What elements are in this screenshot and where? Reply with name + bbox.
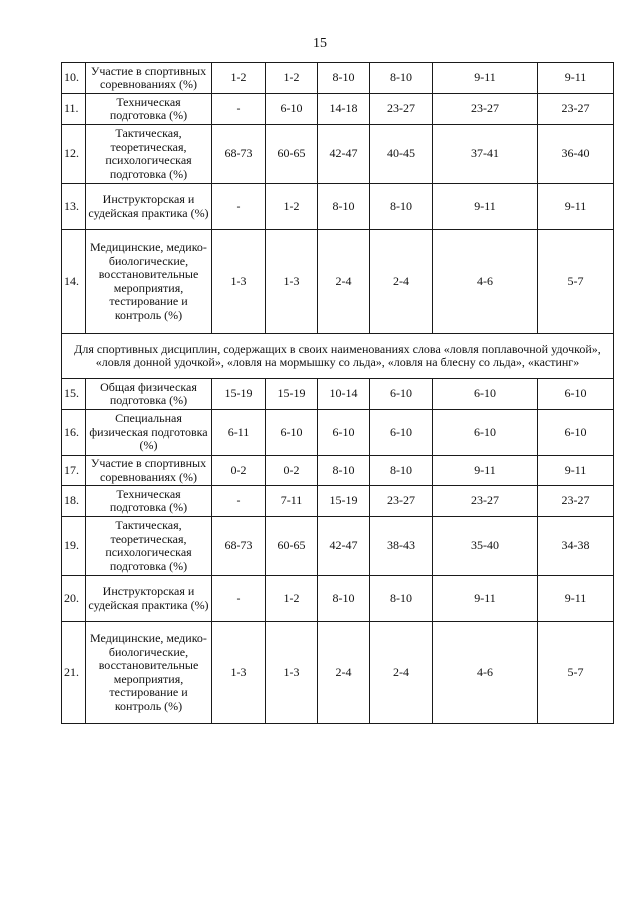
table-cell: 42-47: [318, 125, 370, 184]
row-label: Медицинские, медико-биологические, восстановительные мероприятия, тестирование и контроль (%): [86, 622, 212, 724]
row-number: 17.: [62, 456, 86, 486]
table-row: [62, 63, 614, 94]
table-cell: 38-43: [370, 517, 433, 576]
training-ratio-table: [61, 62, 614, 724]
table-cell: 23-27: [370, 486, 433, 517]
row-label: Специальная физическая подготовка (%): [86, 410, 212, 456]
table-cell: 23-27: [538, 94, 614, 125]
table-cell: 14-18: [318, 94, 370, 125]
table-cell: 15-19: [266, 379, 318, 410]
row-label: Инструкторская и судейская практика (%): [86, 576, 212, 622]
row-number: 21.: [62, 622, 86, 724]
table-cell: 68-73: [212, 125, 266, 184]
table-cell: 1-3: [266, 230, 318, 334]
table-row: [62, 456, 614, 486]
table-cell: 9-11: [433, 63, 538, 94]
table-cell: 23-27: [433, 94, 538, 125]
table-row: [62, 379, 614, 410]
table-cell: 23-27: [433, 486, 538, 517]
table-cell: 34-38: [538, 517, 614, 576]
table-cell: 8-10: [318, 456, 370, 486]
table-cell: 15-19: [212, 379, 266, 410]
table-cell: 9-11: [433, 576, 538, 622]
table-row: [62, 184, 614, 230]
table-cell: 2-4: [370, 622, 433, 724]
row-number: 19.: [62, 517, 86, 576]
table-cell: 36-40: [538, 125, 614, 184]
table-cell: -: [212, 576, 266, 622]
row-label: Общая физическая подготовка (%): [86, 379, 212, 410]
table-cell: 6-10: [433, 410, 538, 456]
table-cell: 60-65: [266, 517, 318, 576]
table-cell: 8-10: [318, 63, 370, 94]
row-label: Техническая подготовка (%): [86, 94, 212, 125]
table-cell: -: [212, 184, 266, 230]
row-label: Участие в спортивных соревнованиях (%): [86, 63, 212, 94]
table-cell: 9-11: [538, 576, 614, 622]
section-heading-row: [62, 334, 614, 379]
table-cell: 1-2: [266, 576, 318, 622]
table-cell: 8-10: [370, 576, 433, 622]
table-cell: 6-10: [538, 410, 614, 456]
table-cell: 8-10: [318, 576, 370, 622]
table-cell: 2-4: [318, 622, 370, 724]
table-cell: 1-3: [212, 230, 266, 334]
row-label: Участие в спортивных соревнованиях (%): [86, 456, 212, 486]
row-label: Медицинские, медико-биологические, восстановительные мероприятия, тестирование и контроль (%): [86, 230, 212, 334]
table-cell: 1-2: [266, 184, 318, 230]
table-cell: 8-10: [370, 63, 433, 94]
table-cell: 1-2: [266, 63, 318, 94]
table-cell: 5-7: [538, 230, 614, 334]
row-number: 10.: [62, 63, 86, 94]
table-cell: -: [212, 486, 266, 517]
row-label: Тактическая, теоретическая, психологическая подготовка (%): [86, 517, 212, 576]
table-cell: 9-11: [538, 456, 614, 486]
table-cell: 9-11: [433, 456, 538, 486]
row-number: 18.: [62, 486, 86, 517]
table-cell: 10-14: [318, 379, 370, 410]
row-number: 13.: [62, 184, 86, 230]
table-cell: 5-7: [538, 622, 614, 724]
row-label: Тактическая, теоретическая, психологическая подготовка (%): [86, 125, 212, 184]
table-row: [62, 94, 614, 125]
table-row: [62, 622, 614, 724]
table-row: [62, 125, 614, 184]
row-number: 20.: [62, 576, 86, 622]
table-cell: 6-10: [433, 379, 538, 410]
table-cell: 4-6: [433, 230, 538, 334]
row-label: Инструкторская и судейская практика (%): [86, 184, 212, 230]
row-number: 12.: [62, 125, 86, 184]
table-cell: 6-10: [266, 410, 318, 456]
table-cell: 42-47: [318, 517, 370, 576]
row-number: 14.: [62, 230, 86, 334]
row-number: 15.: [62, 379, 86, 410]
table-cell: 2-4: [318, 230, 370, 334]
table-cell: 40-45: [370, 125, 433, 184]
table-row: [62, 517, 614, 576]
table-cell: 9-11: [538, 184, 614, 230]
row-number: 16.: [62, 410, 86, 456]
table-cell: 6-10: [370, 379, 433, 410]
table-cell: 4-6: [433, 622, 538, 724]
table-cell: 6-11: [212, 410, 266, 456]
table-cell: 8-10: [370, 456, 433, 486]
table-row: [62, 486, 614, 517]
table-cell: 0-2: [212, 456, 266, 486]
table-cell: 6-10: [370, 410, 433, 456]
table-cell: 1-2: [212, 63, 266, 94]
table-cell: 9-11: [433, 184, 538, 230]
table-cell: 1-3: [212, 622, 266, 724]
table-cell: 15-19: [318, 486, 370, 517]
table-row: [62, 576, 614, 622]
table-cell: 23-27: [538, 486, 614, 517]
table-cell: 2-4: [370, 230, 433, 334]
table-row: [62, 410, 614, 456]
table-cell: 60-65: [266, 125, 318, 184]
table-cell: 6-10: [266, 94, 318, 125]
table-cell: 0-2: [266, 456, 318, 486]
table-cell: 1-3: [266, 622, 318, 724]
table-cell: 23-27: [370, 94, 433, 125]
table-cell: -: [212, 94, 266, 125]
page-number: 15: [313, 36, 327, 51]
table-cell: 37-41: [433, 125, 538, 184]
table-cell: 9-11: [538, 63, 614, 94]
table-row: [62, 230, 614, 334]
section-heading: Для спортивных дисциплин, содержащих в своих наименованиях слова «ловля поплавочной удочкой», «ловля донной удочкой», «ловля на мормышку со льда», «ловля на блесну со льда», «кастинг»: [62, 334, 614, 379]
table-cell: 7-11: [266, 486, 318, 517]
row-label: Техническая подготовка (%): [86, 486, 212, 517]
table-cell: 8-10: [370, 184, 433, 230]
table-cell: 35-40: [433, 517, 538, 576]
table-cell: 68-73: [212, 517, 266, 576]
table-cell: 8-10: [318, 184, 370, 230]
table-cell: 6-10: [538, 379, 614, 410]
row-number: 11.: [62, 94, 86, 125]
table-cell: 6-10: [318, 410, 370, 456]
